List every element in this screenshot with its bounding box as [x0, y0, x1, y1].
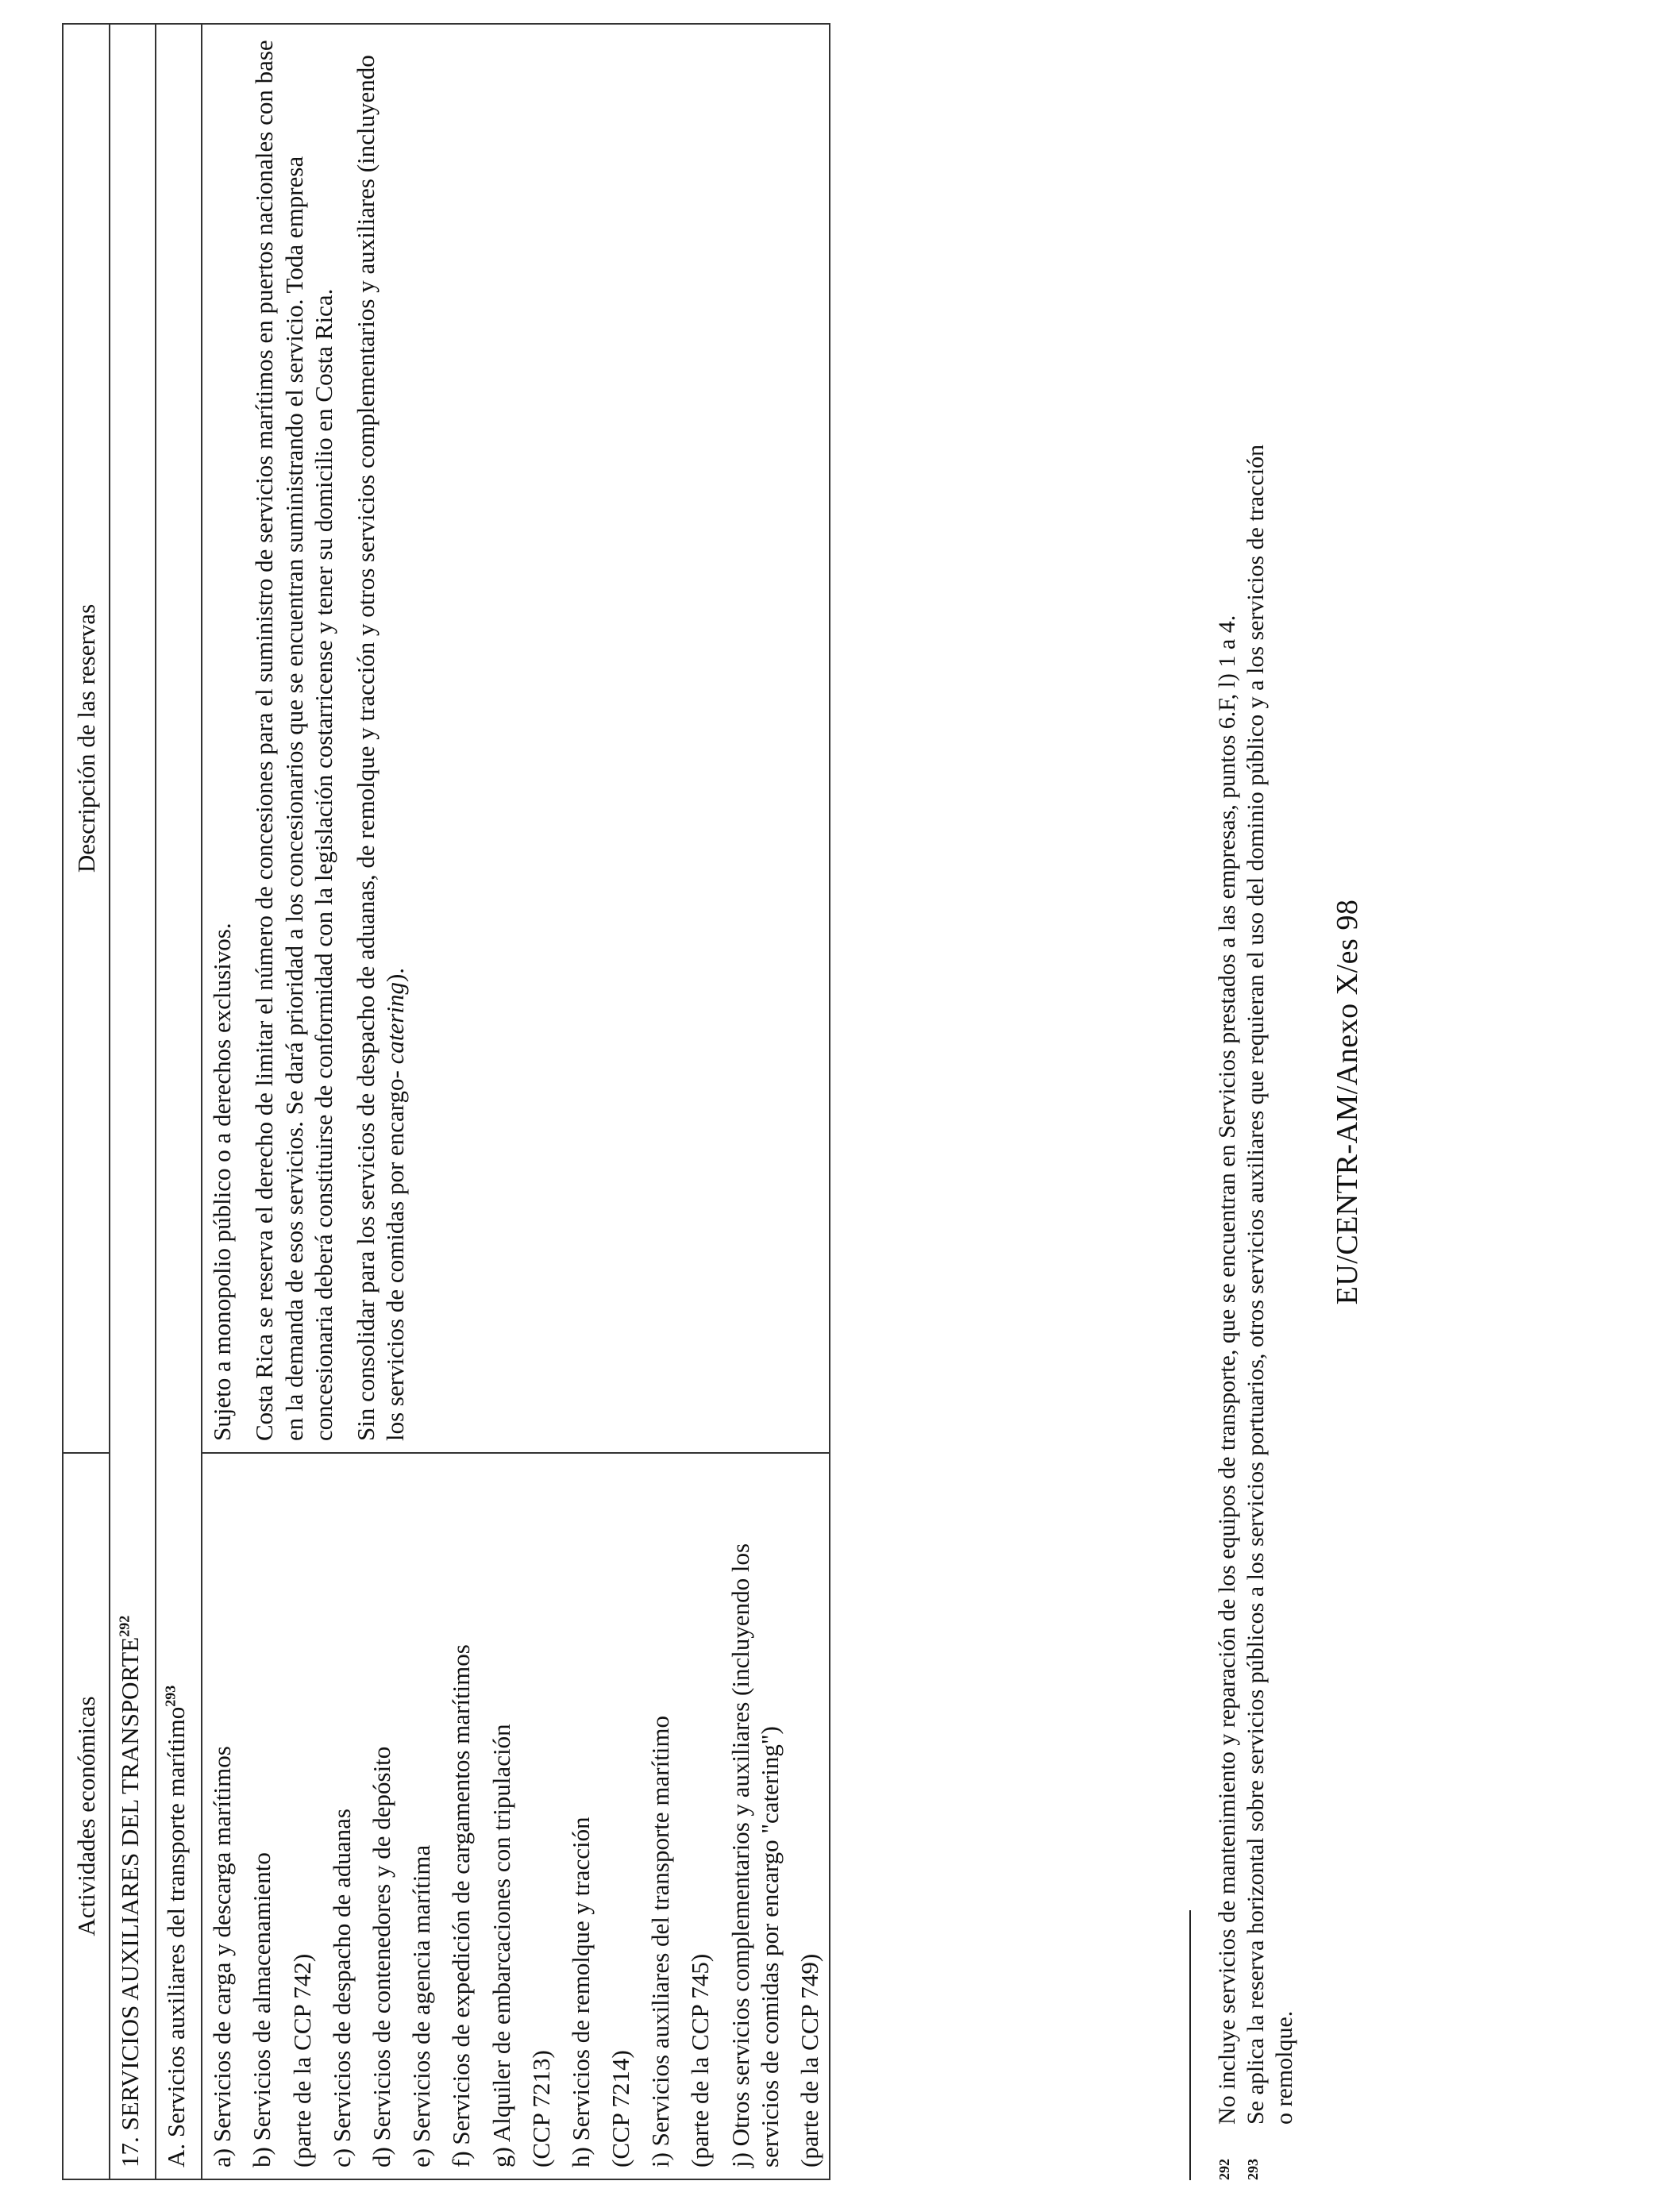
footnote-number: 292 — [1216, 2159, 1232, 2180]
footnote-292 — [1213, 433, 1242, 2180]
description-p3-end: ). — [381, 967, 410, 983]
activity-item: (CCP 7213) — [526, 2050, 555, 2167]
footnote-text: No incluye servicios de mantenimiento y reparación de los equipos de transporte, que se encuentran en Servicios prestados a las empresas, puntos 6.F, l) 1 a 4. — [1214, 615, 1240, 2125]
footnote-number: 293 — [1245, 2159, 1261, 2180]
section-row — [110, 24, 156, 2179]
activity-item: (parte de la CCP 749) — [796, 1953, 823, 2167]
section-title: 17. SERVICIOS AUXILIARES DEL TRANSPORTE — [116, 1636, 144, 2167]
description-paragraph-2: Costa Rica se reserva el derecho de limitar el número de concesiones para el suministro de servicios marítimos en puertos nacionales con base en la demanda de esos servicios. Se dará prioridad a los concesionarios que se encuentran suministrando el servicio. Toda empresa concesionaria deberá constituirse de conformidad con la legislación costarricense y tener su domicilio en Costa Rica. — [250, 40, 337, 1441]
footnote-ref-293: 293 — [162, 1685, 179, 1707]
footnotes — [1213, 433, 1299, 2180]
section-title-cell — [110, 24, 156, 2179]
activity-item: j) Otros servicios complementarios y auxiliares (incluyendo los servicios de comidas por encargo "catering") — [726, 1543, 784, 2167]
footnote-divider — [1189, 1910, 1191, 2180]
description-p3-italic: catering — [381, 982, 410, 1065]
reservations-table — [62, 23, 830, 2180]
footnote-293 — [1242, 433, 1299, 2180]
activities-cell — [202, 1453, 830, 2179]
activity-item: c) Servicios de despacho de aduanas — [327, 1809, 356, 2167]
description-paragraph-3 — [351, 36, 410, 1441]
activity-item: h) Servicios de remolque y tracción — [566, 1817, 595, 2167]
subsection-row — [156, 24, 202, 2179]
activity-item: a) Servicios de carga y descarga marítimos — [208, 1746, 237, 2167]
activity-item: i) Servicios auxiliares del transporte marítimo — [646, 1715, 675, 2167]
activity-item: g) Alquiler de embarcaciones con tripulación — [487, 1724, 515, 2167]
page-code: EU/CENTR-AM/Anexo X/es 98 — [1331, 899, 1364, 1305]
subsection-title-cell — [156, 24, 202, 2179]
header-activities: Actividades económicas — [63, 1453, 110, 2179]
content-row — [202, 24, 830, 2179]
activity-item: f) Servicios de expedición de cargamentos marítimos — [447, 1644, 476, 2167]
activity-item: d) Servicios de contenedores y de depósito — [367, 1746, 395, 2167]
activity-item: (parte de la CCP 742) — [287, 1953, 316, 2167]
description-cell — [202, 24, 830, 1453]
header-description: Descripción de las reservas — [63, 24, 110, 1453]
footnote-ref-292: 292 — [116, 1615, 133, 1637]
subsection-title: A. Servicios auxiliares del transporte marítimo — [162, 1706, 191, 2167]
description-paragraph-1: Sujeto a monopolio público o a derechos exclusivos. — [208, 923, 237, 1441]
activity-item: e) Servicios de agencia marítima — [407, 1844, 436, 2167]
description-p3-text: Sin consolidar para los servicios de despacho de aduanas, de remolque y tracción y otros servicios complementarios y auxiliares (incluyendo los servicios de comidas por encargo- — [351, 55, 410, 1441]
activity-item: (CCP 7214) — [607, 2050, 635, 2167]
activity-item: b) Servicios de almacenamiento — [248, 1852, 276, 2167]
footnote-text: Se aplica la reserva horizontal sobre servicios públicos a los servicios portuarios, otros servicios auxiliares que requieran el uso del dominio público y a los servicios de tracción o remolque. — [1243, 444, 1297, 2125]
activity-item: (parte de la CCP 745) — [686, 1953, 715, 2167]
table-header-row — [63, 24, 110, 2179]
